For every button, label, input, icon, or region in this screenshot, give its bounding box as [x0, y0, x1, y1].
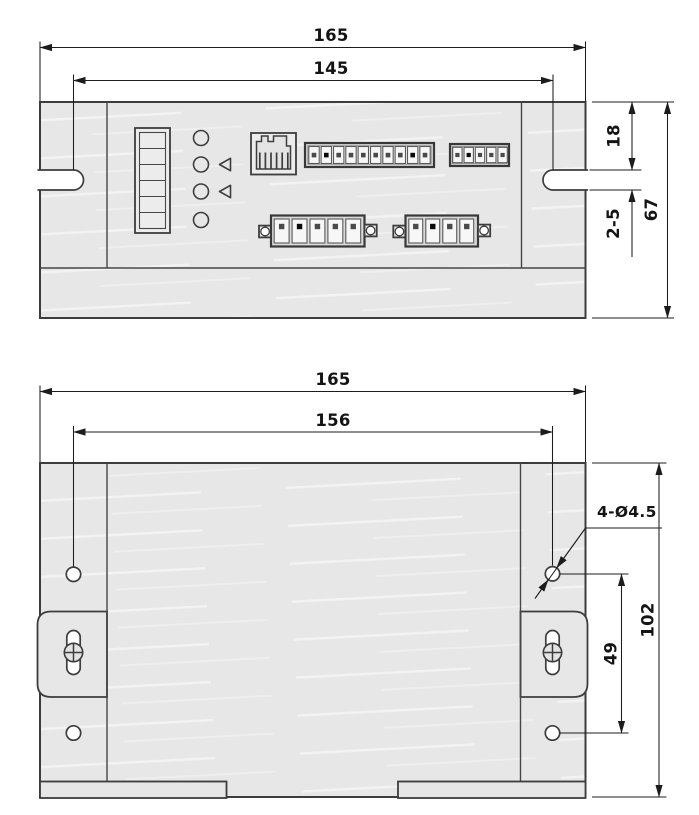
- terminal-block-4pos: [393, 216, 490, 247]
- front-view: [38, 26, 675, 318]
- screw-head-right: [543, 643, 561, 661]
- bottom-tab-right: [398, 782, 586, 799]
- rj45-port: [251, 133, 296, 175]
- dim-label-165-bottom: 165: [315, 370, 351, 389]
- screw-head-left: [64, 643, 82, 661]
- led-icon: [194, 213, 209, 228]
- led-icon: [194, 184, 209, 199]
- mounting-hole: [66, 726, 80, 740]
- mounting-slot-right: [543, 170, 588, 190]
- dim-label-67: 67: [641, 197, 661, 222]
- dim-label-145: 145: [313, 59, 349, 78]
- brushed-texture: [41, 464, 585, 796]
- screw-flange-icon: [395, 227, 404, 236]
- mounting-hole: [66, 567, 80, 581]
- bottom-tab-left: [40, 782, 227, 799]
- dim-label-2-5: 2-5: [603, 208, 623, 239]
- dim-label-156: 156: [315, 411, 351, 430]
- dim-label-102: 102: [638, 602, 658, 638]
- bottom-view: [38, 370, 667, 798]
- dim-label-165-front: 165: [313, 26, 349, 45]
- hole-callout-label: 4-Ø4.5: [597, 503, 657, 521]
- dim-label-18: 18: [604, 124, 624, 148]
- dip-switch: [135, 128, 170, 233]
- dim-label-49: 49: [601, 641, 621, 666]
- brushed-texture: [41, 103, 585, 317]
- led-icon: [194, 157, 209, 172]
- mounting-slot-left: [38, 170, 84, 190]
- screw-flange-icon: [261, 227, 270, 236]
- terminal-strip-10pin: [305, 143, 434, 167]
- screw-flange-icon: [480, 226, 489, 235]
- led-icon: [194, 131, 209, 146]
- mounting-hole: [545, 726, 559, 740]
- terminal-block-5pos: [259, 216, 377, 247]
- screw-flange-icon: [366, 226, 375, 235]
- terminal-strip-5pin: [450, 144, 509, 166]
